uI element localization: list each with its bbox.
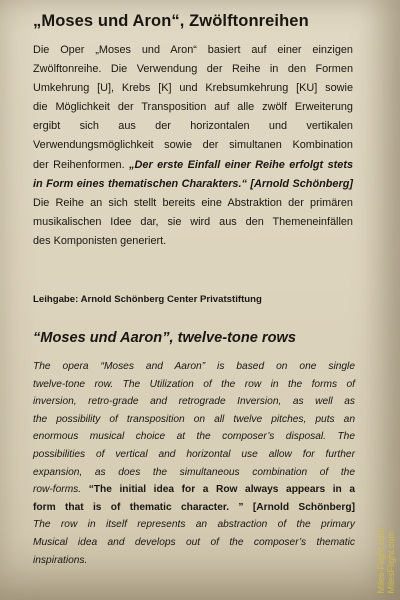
english-line-text: row-forms. [33,484,82,496]
schoenberg-quote-english-cont: form that is of thematic character. ” [Arnold Schönberg] [33,501,355,513]
german-line: Die Oper „Moses und Aron“ basiert auf einer einzigen [33,44,353,56]
english-line: inversion, retro-grade and retrograde Inversion, as well as [33,396,355,408]
english-line: The row in itself represents an abstraction of the primary [33,519,355,531]
german-line [33,175,353,194]
english-line: The opera “Moses and Aaron” is based on one single [33,361,355,372]
german-line: ergibt sich aus der horizontalen und vertikalen [33,120,353,133]
english-line [33,481,355,499]
schoenberg-quote-german: „Der erste Einfall einer Reihe erfolgt stets [129,158,354,171]
german-heading: „Moses und Aron“, Zwölftonreihen [33,12,309,30]
german-line: Verwendungsmöglichkeit sowie der simultanen Kombination [33,139,353,152]
schoenberg-quote-english: “The initial idea for a Row always appears in a [88,484,355,496]
english-line: twelve-tone row. The Utilization of the row in the forms of [33,378,355,390]
english-line: enormous musical choice at the composer’s disposal. The [33,431,355,443]
german-paragraph [33,41,353,251]
photo-watermark [376,528,396,594]
german-line: musikalischen Idee dar, sie wird aus den Themeneinfällen [33,215,353,228]
english-line [33,499,355,517]
watermark-line: Miles-Flight.com [376,528,386,594]
german-line: die Möglichkeit der Transposition auf alle zwölf Erweiterung [33,101,353,114]
schoenberg-quote-german-cont: in Form eines thematischen Charakters.“ [Arnold Schönberg] [33,177,353,190]
watermark-line: MilesFlight.com [386,531,396,594]
german-line-text: der Reihenformen. [33,158,125,171]
english-paragraph [33,358,355,569]
english-line: Musical idea and develops out of the composer’s thematic [33,536,355,548]
english-heading: “Moses und Aaron”, twelve-tone rows [33,330,296,346]
german-line: Zwölftonreihe. Die Verwendung der Reihe in den Formen [33,63,353,76]
german-line: Umkehrung [U], Krebs [K] und Krebsumkehrung [KU] sowie [33,82,353,95]
english-line: possibilities of vertical and horizontal use allow for further [33,448,355,460]
german-line: des Komponisten generiert. [33,234,167,247]
german-line: Die Reihe an sich stellt bereits eine Abstraktion der primären [33,196,353,209]
english-line: expansion, as does the simultaneous combination of the [33,466,355,478]
german-line [33,156,353,175]
english-line: inspirations. [33,554,88,566]
english-line: the possibility of transposition on all twelve pitches, puts an [33,413,355,425]
loan-credit: Leihgabe: Arnold Schönberg Center Privatstiftung [33,294,262,305]
